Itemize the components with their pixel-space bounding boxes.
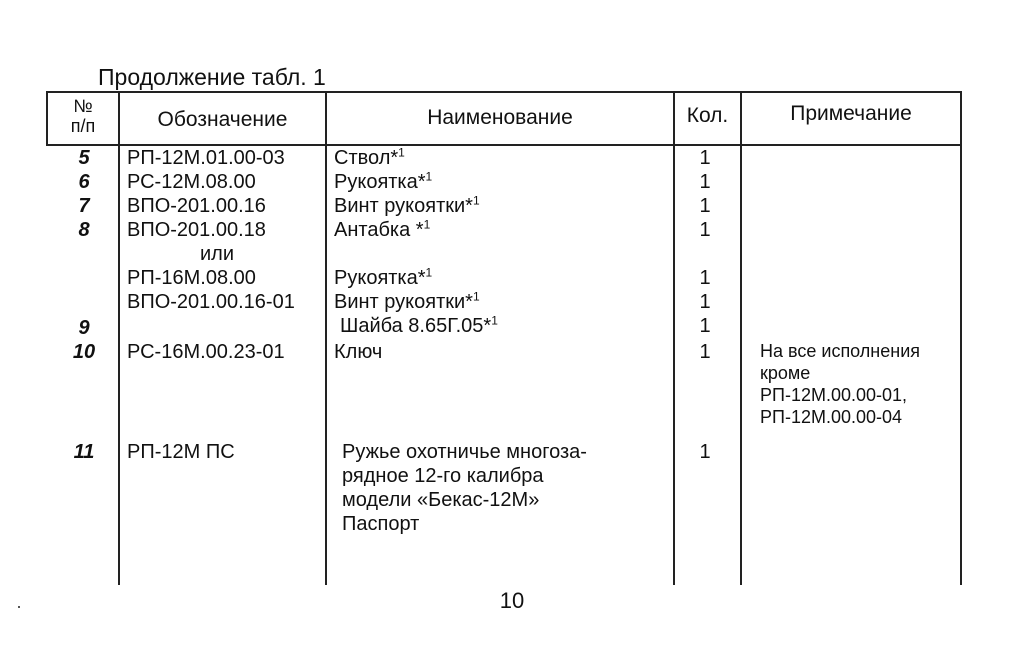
row-name-text: Ключ — [334, 341, 383, 363]
row-name-multiline — [342, 440, 587, 536]
header-qty: Кол. — [686, 104, 729, 127]
col-border-4 — [740, 91, 742, 585]
name-line: рядное 12-го калибра — [342, 465, 544, 487]
row-name-sup: 1 — [425, 169, 433, 184]
row-name-text: Винт рукоятки* — [334, 195, 473, 217]
row-name-sup: 1 — [425, 265, 433, 280]
scan-speck — [18, 606, 20, 608]
row-designation: ВПО-201.00.16-01 — [127, 291, 295, 313]
row-designation: ВПО-201.00.18 — [127, 219, 266, 241]
row-name — [334, 266, 432, 290]
row-name-text: Антабка * — [334, 219, 424, 241]
row-num: 9 — [78, 317, 90, 339]
header-num — [48, 96, 118, 136]
row-qty: 1 — [699, 441, 711, 463]
row-name — [340, 314, 498, 338]
row-name — [334, 194, 480, 218]
row-num: 7 — [78, 195, 90, 217]
row-name-sup: 1 — [423, 217, 431, 232]
header-num-line1: № — [73, 96, 93, 116]
table-top-border — [46, 91, 960, 93]
row-qty: 1 — [699, 147, 711, 169]
row-designation: ВПО-201.00.16 — [127, 195, 266, 217]
row-num: 11 — [73, 441, 95, 463]
row-name — [334, 290, 480, 314]
row-qty: 1 — [699, 341, 711, 363]
row-qty: 1 — [699, 315, 711, 337]
row-num: 6 — [78, 171, 90, 193]
row-name — [334, 218, 430, 242]
row-name-text: Шайба 8.65Г.05* — [340, 315, 492, 337]
row-qty: 1 — [699, 219, 711, 241]
note-line: РП-12М.00.00-01, — [760, 385, 908, 405]
note-line: кроме — [760, 363, 811, 383]
header-note: Примечание — [790, 102, 912, 125]
row-qty: 1 — [699, 171, 711, 193]
row-designation-or: или — [200, 243, 235, 265]
row-designation: РП-12М.01.00-03 — [127, 147, 285, 169]
row-name — [334, 340, 382, 364]
row-designation: РС-12М.08.00 — [127, 171, 256, 193]
row-name-text: Рукоятка* — [334, 267, 426, 289]
table-caption: Продолжение табл. 1 — [98, 64, 326, 90]
row-name-sup: 1 — [398, 145, 405, 160]
name-line: Ружье охотничье многоза- — [342, 441, 587, 463]
note-line: На все исполнения — [760, 341, 920, 361]
header-name: Наименование — [427, 106, 573, 129]
name-line: модели «Бекас-12М» — [342, 489, 540, 511]
name-line: Паспорт — [342, 513, 420, 535]
row-name — [334, 170, 432, 194]
col-border-2 — [325, 91, 327, 585]
row-qty: 1 — [699, 291, 711, 313]
row-name-text: Винт рукоятки* — [334, 291, 473, 313]
row-designation: РП-16М.08.00 — [127, 267, 256, 289]
row-qty: 1 — [699, 267, 711, 289]
row-qty: 1 — [699, 195, 711, 217]
page-number: 10 — [499, 588, 525, 613]
col-border-right — [960, 91, 962, 585]
row-name-text: Ствол* — [334, 147, 399, 169]
row-num: 8 — [78, 219, 90, 241]
row-designation: РП-12М ПС — [127, 441, 235, 463]
row-num: 10 — [72, 341, 96, 363]
row-note — [760, 340, 920, 428]
row-name-text: Рукоятка* — [334, 171, 426, 193]
col-border-3 — [673, 91, 675, 585]
row-num: 5 — [78, 147, 90, 169]
row-designation: РС-16М.00.23-01 — [127, 341, 285, 363]
note-line: РП-12М.00.00-04 — [760, 407, 903, 427]
col-border-1 — [118, 91, 120, 585]
header-num-line2: п/п — [70, 116, 96, 136]
row-name-sup: 1 — [472, 289, 480, 304]
row-name-sup: 1 — [491, 313, 498, 328]
header-designation: Обозначение — [157, 108, 288, 131]
row-name-sup: 1 — [472, 193, 480, 208]
row-name — [334, 146, 405, 170]
